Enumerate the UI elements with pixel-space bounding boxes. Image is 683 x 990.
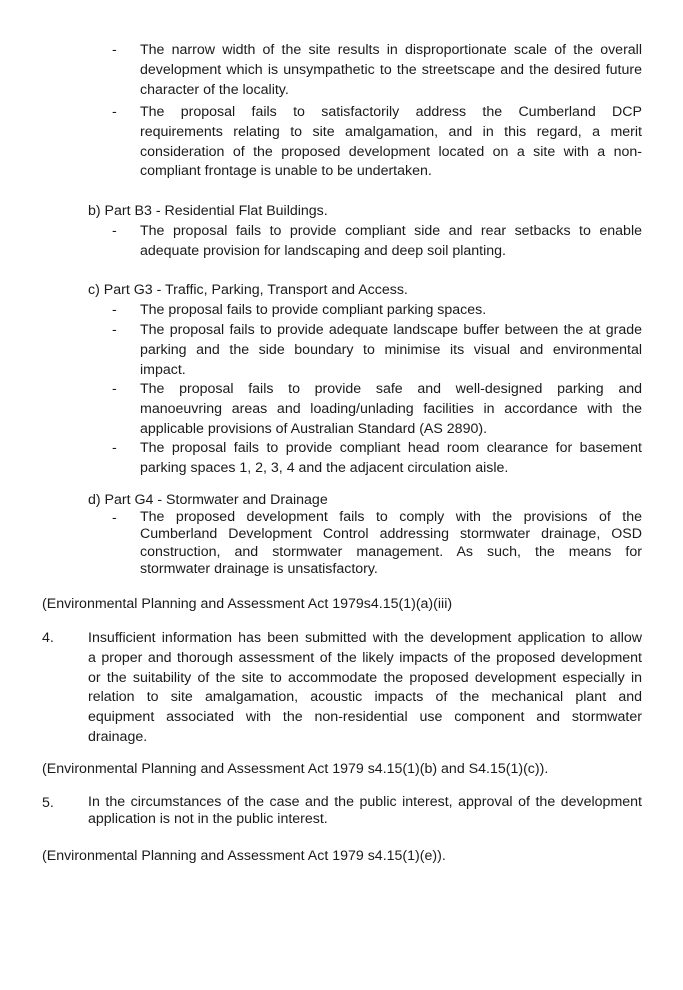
bullet-dash: - <box>112 104 117 120</box>
bullet-line: The proposed development fails to comply with the provisions of the <box>140 509 642 525</box>
bullet-text <box>140 380 642 439</box>
bullet-dash: - <box>112 223 117 239</box>
bullet-text <box>140 509 642 579</box>
item-number: 4. <box>42 630 54 646</box>
item-line: drainage. <box>88 728 148 745</box>
item-text <box>88 629 642 748</box>
bullet-line: The proposal fails to satisfactorily address the Cumberland DCP <box>140 104 642 120</box>
item-line: a proper and thorough assessment of the likely impacts of the proposed development <box>88 649 642 666</box>
bullet-line: parking and the side boundary to minimise its visual and environmental <box>140 341 642 358</box>
bullet-line: development which is unsympathetic to the streetscape and the desired future <box>140 61 642 78</box>
bullet-line: requirements relating to site amalgamation, and in this regard, a merit <box>140 123 642 140</box>
bullet-line: The proposal fails to provide compliant head room clearance for basement <box>140 440 642 456</box>
bullet-line: The proposal fails to provide compliant parking spaces. <box>140 302 487 318</box>
bullet-line: The narrow width of the site results in disproportionate scale of the overall <box>140 42 642 58</box>
bullet-text <box>140 301 642 321</box>
item-line: In the circumstances of the case and the public interest, approval of the development <box>88 794 642 810</box>
bullet-line: compliant frontage is unable to be undertaken. <box>140 163 432 180</box>
bullet-dash: - <box>112 302 117 318</box>
bullet-text <box>140 321 642 380</box>
bullet-text <box>140 439 642 479</box>
item-line: application is not in the public interest. <box>88 811 328 828</box>
section-heading-c: c) Part G3 - Traffic, Parking, Transport and Access. <box>88 282 408 298</box>
bullet-dash: - <box>112 322 117 338</box>
section-heading-b: b) Part B3 - Residential Flat Buildings. <box>88 203 328 219</box>
bullet-text <box>140 222 642 262</box>
item-line: Insufficient information has been submitted with the development application to allow <box>88 630 642 646</box>
bullet-line: Cumberland Development Control addressing stormwater drainage, OSD <box>140 526 642 543</box>
bullet-dash: - <box>112 42 117 58</box>
bullet-line: applicable provisions of Australian Standard (AS 2890). <box>140 420 488 437</box>
legal-citation: (Environmental Planning and Assessment Act 1979s4.15(1)(a)(iii) <box>42 596 453 612</box>
section-heading-d: d) Part G4 - Stormwater and Drainage <box>88 492 328 508</box>
bullet-dash: - <box>112 381 117 397</box>
item-line: or the suitability of the site to accommodate the proposed development especially in <box>88 669 642 686</box>
bullet-line: stormwater drainage is unsatisfactory. <box>140 561 378 578</box>
item-line: relation to site amalgamation, acoustic impacts of the mechanical plant and <box>88 689 642 706</box>
bullet-dash: - <box>112 510 117 526</box>
bullet-line: consideration of the proposed development located on a site with a non- <box>140 143 642 160</box>
item-text <box>88 794 642 829</box>
item-line: equipment associated with the non-residential use component and stormwater <box>88 709 642 726</box>
bullet-line: The proposal fails to provide adequate landscape buffer between the at grade <box>140 322 642 338</box>
bullet-text <box>140 41 642 100</box>
bullet-line: The proposal fails to provide compliant side and rear setbacks to enable <box>140 223 642 239</box>
bullet-line: construction, and stormwater management. As such, the means for <box>140 543 642 560</box>
bullet-line: parking spaces 1, 2, 3, 4 and the adjacent circulation aisle. <box>140 459 509 476</box>
bullet-line: The proposal fails to provide safe and well-designed parking and <box>140 381 642 397</box>
bullet-line: character of the locality. <box>140 81 289 98</box>
legal-citation: (Environmental Planning and Assessment Act 1979 s4.15(1)(b) and S4.15(1)(c)). <box>42 761 549 777</box>
bullet-line: impact. <box>140 361 186 378</box>
bullet-line: manoeuvring areas and loading/unlading facilities in accordance with the <box>140 400 642 417</box>
item-number: 5. <box>42 795 54 811</box>
legal-citation: (Environmental Planning and Assessment Act 1979 s4.15(1)(e)). <box>42 848 446 864</box>
bullet-text <box>140 103 642 182</box>
bullet-line: adequate provision for landscaping and deep soil planting. <box>140 242 506 259</box>
bullet-dash: - <box>112 440 117 456</box>
